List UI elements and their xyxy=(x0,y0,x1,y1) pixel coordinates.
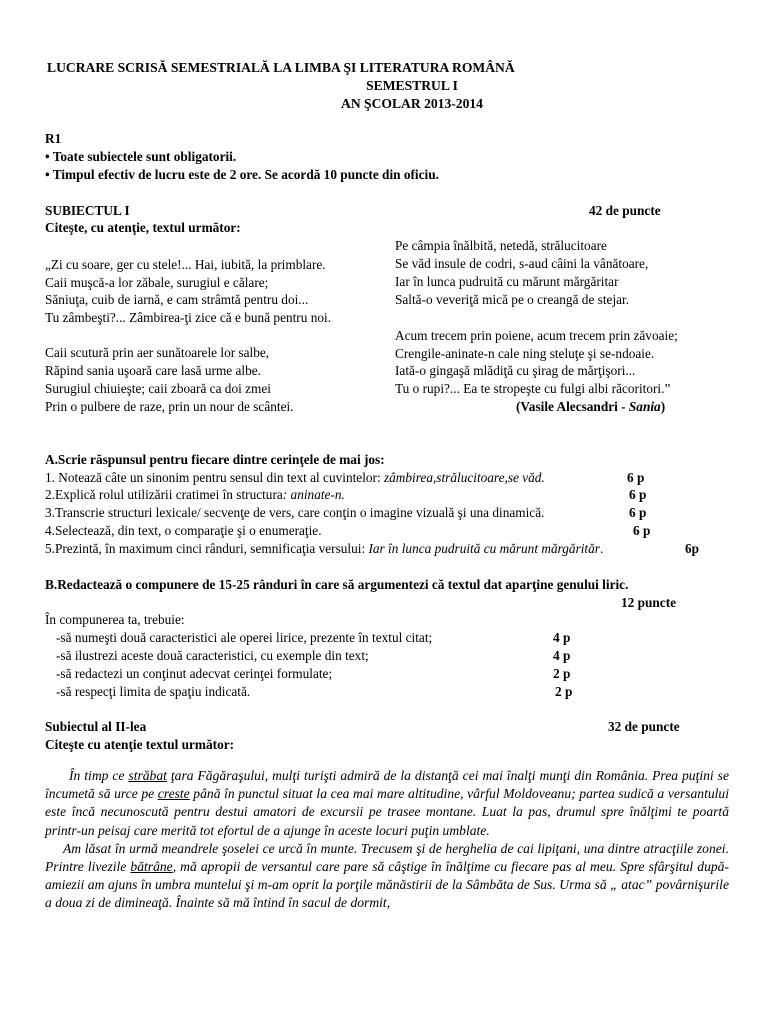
task-1-points: 6 p xyxy=(627,470,645,485)
criterion-points: 4 p xyxy=(553,630,571,645)
task-3-text: 3.Transcrie structuri lexicale/ secvenţe de vers, care conţin o imagine vizuală şi una dinamică. xyxy=(45,505,545,520)
poem-verse: Tu zâmbeşti?... Zâmbirea-ţi zice că e bună pentru noi. xyxy=(45,310,332,325)
task-5 xyxy=(45,541,603,557)
task-5-verse: Iar în lunca pudruită cu mărunt mărgărităr xyxy=(368,541,600,556)
exam-semester: SEMESTRUL I xyxy=(366,78,458,93)
section-2-title: Subiectul al II-lea xyxy=(45,719,147,734)
poem-verse: Pe câmpia înălbită, netedă, strălucitoare xyxy=(395,238,607,253)
criterion-points: 4 p xyxy=(553,648,571,663)
poem-verse: „Zi cu soare, ger cu stele!... Hai, iubită, la primblare. xyxy=(45,257,326,272)
passage-paragraph-2 xyxy=(45,840,729,913)
poem-verse: Răpind sania uşoară care lasă urme albe. xyxy=(45,363,261,378)
rule-item: • Toate subiectele sunt obligatorii. xyxy=(45,149,237,164)
task-4-points: 6 p xyxy=(633,523,651,538)
task-5-points: 6p xyxy=(685,541,700,556)
poem-verse: Surugiul chiuieşte; caii zboară ca doi zmei xyxy=(45,381,271,396)
rule-item: • Timpul efectiv de lucru este de 2 ore. Se acordă 10 puncte din oficiu. xyxy=(45,167,439,182)
poem-verse: Săniuţa, cuib de iarnă, e cam strâmtă pentru doi... xyxy=(45,292,309,307)
poem-verse: Saltă-o veveriţă mică pe o creangă de stejar. xyxy=(395,292,630,307)
passage-fragment: ţara Făgăraşului, mulţi turişti admiră de la distanţă cei mai înalţi munţi din România. Prea puţini se încumetă să urce pe xyxy=(45,768,729,802)
poem-verse: Crengile-aninate-n cale ning steluţe şi se-ndoaie. xyxy=(395,346,655,361)
section-1-instruction: Citeşte, cu atenţie, textul următor: xyxy=(45,220,241,235)
task-4-text: 4.Selectează, din text, o comparaţie şi o enumeraţie. xyxy=(45,523,322,538)
criterion: -să respecţi limita de spaţiu indicată. xyxy=(56,684,251,699)
exam-year: AN ŞCOLAR 2013-2014 xyxy=(341,96,483,111)
task-2-text: 2.Explică rolul utilizării cratimei în structura xyxy=(45,487,283,502)
variant-label: R1 xyxy=(45,131,62,146)
section-1-points: 42 de puncte xyxy=(589,203,661,218)
passage-fragment: În timp ce xyxy=(69,768,129,783)
poem-verse: Se văd insule de codri, s-aud câini la vânătoare, xyxy=(395,256,649,271)
section-2-points: 32 de puncte xyxy=(608,719,680,734)
task-1 xyxy=(45,470,545,486)
passage-paragraph-1 xyxy=(45,767,729,840)
task-5-text: 5.Prezintă, în maximum cinci rânduri, semnificaţia versului: xyxy=(45,541,369,556)
part-b-points: 12 puncte xyxy=(621,595,677,610)
task-5-dot: . xyxy=(599,541,604,556)
attribution-close: ) xyxy=(660,399,666,414)
poem-verse: Acum trecem prin poiene, acum trecem prin zăvoaie; xyxy=(395,328,678,343)
underlined-word: creste xyxy=(157,786,190,802)
poem-verse: Prin o pulbere de raze, prin un nour de scântei. xyxy=(45,399,294,414)
poem-verse: Caii scutură prin aer sunătoarele lor salbe, xyxy=(45,345,270,360)
passage-fragment: Am lăsat în urmă meandrele şoselei ce urcă în munte. Trecusem şi de herghelia de cai lipiţani, una dintre atracţiile zonei. Printre livezile xyxy=(45,840,729,875)
task-2 xyxy=(45,487,345,503)
underlined-word: bătrâne xyxy=(130,859,173,875)
poem-verse: Caii muşcă-a lor zăbale, surugiul e călare; xyxy=(45,275,269,290)
passage-text xyxy=(45,767,729,913)
criterion: -să redactezi un conţinut adecvat cerinţei formulate; xyxy=(56,666,333,681)
task-3-points: 6 p xyxy=(629,505,647,520)
passage-fragment: până în punctul situat la cea mai mare altitudine, vârful Moldoveanu; partea sudică a versantului este încă necunoscută pentru destui amatori de excursii pe trasee montane. Luat la pas, drumul spre înălţimi te poartă printr-un peisaj care merită tot efortul de a ajunge în aceste locuri puţin umblate. xyxy=(45,786,729,838)
task-1-text: 1. Notează câte un sinonim pentru sensul din text al cuvintelor: xyxy=(45,470,384,485)
part-b-title: B.Redactează o compunere de 15-25 rânduri în care să argumentezi că textul dat aparţine genului liric. xyxy=(45,577,629,592)
attribution-title: Sania xyxy=(628,399,661,414)
criterion-points: 2 p xyxy=(555,684,573,699)
criterion: -să ilustrezi aceste două caracteristici, cu exemple din text; xyxy=(56,648,369,663)
part-b-intro: În compunerea ta, trebuie: xyxy=(45,612,185,627)
poem-attribution xyxy=(516,399,665,415)
exam-title: LUCRARE SCRISĂ SEMESTRIALĂ LA LIMBA ŞI LITERATURA ROMÂNĂ xyxy=(47,60,515,75)
poem-verse: Iar în lunca pudruită cu mărunt mărgăritar xyxy=(395,274,619,289)
section-1-title: SUBIECTUL I xyxy=(45,203,130,218)
underlined-word: străbat xyxy=(128,768,167,783)
section-2-instruction: Citeşte cu atenţie textul următor: xyxy=(45,737,235,752)
poem-verse: Iată-o gingaşă mlădiţă cu şirag de mărţişori... xyxy=(395,363,636,378)
attribution-author: (Vasile Alecsandri - xyxy=(516,399,629,414)
task-1-words: zâmbirea,strălucitoare,se văd. xyxy=(383,470,545,485)
task-2-points: 6 p xyxy=(629,487,647,502)
passage-fragment: , mă apropii de versantul care pare să câştige în înălţime cu fiecare pas al meu. Spre sfârşitul după-amiezii am ajuns în umbra muntelui şi m-am oprit la porţile mănăstirii de la Sâmbăta de Sus. Urma să „ atac” povârnişurile a doua zi de dimineaţă. Înainte să mă întind în sacul de dormit, xyxy=(45,859,729,911)
criterion: -să numeşti două caracteristici ale operei lirice, prezente în textul citat; xyxy=(56,630,433,645)
part-a-title: A.Scrie răspunsul pentru fiecare dintre cerinţele de mai jos: xyxy=(45,452,385,467)
task-2-phrase: : aninate-n. xyxy=(282,487,345,502)
poem-verse: Tu o rupi?... Ea te stropeşte cu fulgi albi răcoritori.” xyxy=(395,381,671,396)
criterion-points: 2 p xyxy=(553,666,571,681)
